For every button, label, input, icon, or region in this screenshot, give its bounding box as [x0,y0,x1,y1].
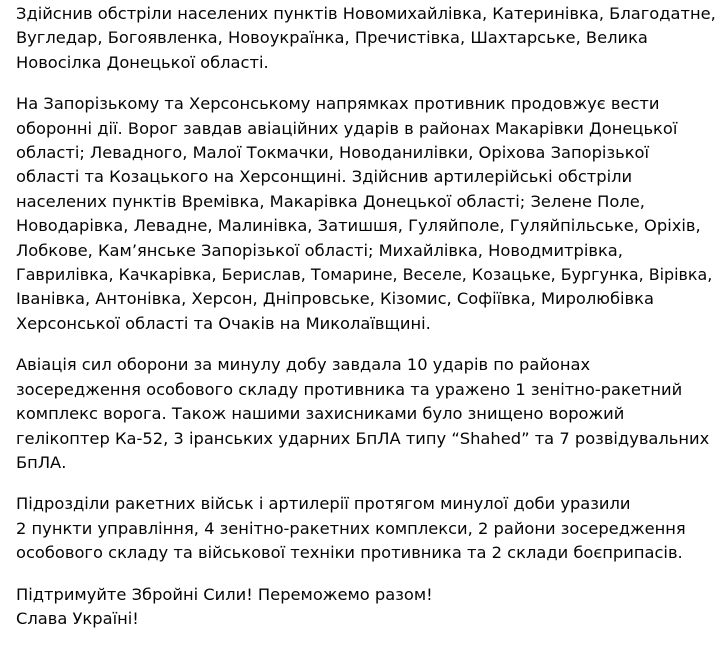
text-line: Новосілка Донецької області. [16,52,269,72]
text-line: особового складу та військової техніки противника та 2 склади боєприпасів. [16,543,683,563]
text-line: оборонні дії. Ворог завдав авіаційних ударів в районах Макарівки Донецької [16,118,678,138]
text-line: комплекс ворога. Також нашими захисниками було знищено ворожий [16,404,625,424]
text-line: Підтримуйте Збройні Сили! Переможемо разом! [16,584,433,604]
text-line: Підрозділи ракетних військ і артилерії протягом минулої доби уразили [16,494,631,514]
paragraph-closing [16,583,716,632]
text-line: гелікоптер Ка-52, 3 іранських ударних БпЛА типу “Shahed” та 7 розвідувальних [16,428,710,448]
text-line: На Запорізькому та Херсонському напрямках противник продовжує вести [16,94,660,114]
text-line: Слава Україні! [16,608,139,628]
text-line: БпЛА. [16,452,67,472]
paragraph-zaporizhzhia-kherson [16,92,716,336]
text-line: зосередження особового складу противника та уражено 1 зенітно-ракетний [16,379,683,399]
text-line: Лобкове, Кам’янське Запорізької області; Михайлівка, Новодмитрівка, [16,240,623,260]
text-line: Херсонської області та Очаків на Миколаївщині. [16,313,431,333]
text-line: Авіація сил оборони за минулу добу завдала 10 ударів по районах [16,355,591,375]
text-line: Іванівка, Антонівка, Херсон, Дніпровське, Кізомис, Софіївка, Миролюбівка [16,289,654,309]
post-body [16,2,716,648]
text-line: Здійснив обстріли населених пунктів Новомихайлівка, Катеринівка, Благодатне, [16,4,716,23]
text-line: 2 пункти управління, 4 зенітно-ракетних комплекси, 2 райони зосередження [16,518,686,538]
paragraph-missile-artillery [16,492,716,565]
text-line: області; Левадного, Малої Токмачки, Новоданилівки, Оріхова Запорізької [16,143,650,163]
text-line: області та Козацького на Херсонщині. Здійснив артилерійські обстріли [16,167,633,187]
text-line: Гаврилівка, Качкарівка, Берислав, Томарине, Веселе, Козацьке, Бургунка, Вірівка, [16,265,713,285]
text-line: Новодарівка, Левадне, Малинівка, Затишшя, Гуляйполе, Гуляйпільське, Оріхів, [16,216,701,236]
paragraph-aviation [16,353,716,475]
paragraph-shelling-donetsk [16,2,716,75]
text-line: населених пунктів Времівка, Макарівка Донецької області; Зелене Поле, [16,191,645,211]
text-line: Вугледар, Богоявленка, Новоукраїнка, Пречистівка, Шахтарське, Велика [16,28,648,48]
